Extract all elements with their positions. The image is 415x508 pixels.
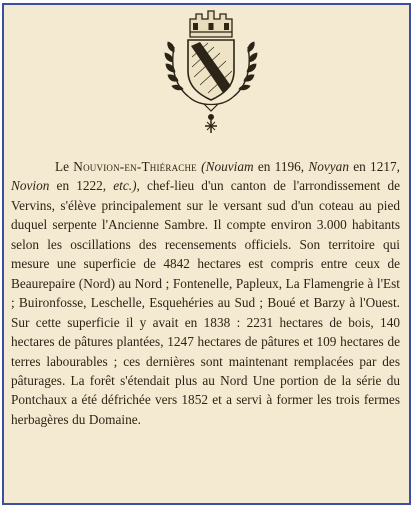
text-run: chef-lieu d'un canton de l'arrondissement de Vervins, s'élève principalement sur le versant sud d'un coteau au pied duquel serpente l'Ancienne Sambre. Il compte environ 3.000 habitants selon les oscillations des recensements officiels. Son territoire qui mesure une superficie de 4842 hectares est compris entre ceux de Beaurepaire (Nord) au Nord ; Fontenelle, Papleux, La Flamengrie à l'Est ; Buironfosse, Leschelle, Esquehéries au Sud ; Boué et Barzy à l'Ouest. Sur cette superficie il y avait en 1838 : 2231 hectares de bois, 140 hectares de pâtures plantées, 1247 hectares de pâtures et 109 hectares de terres labourables ; ces dernières sont maintenant remplacées par des pâturages. La forêt s'étendait plus au Nord Une portion de la série du Pontchaux a été défrichée vers 1852 et a servi à former les trois fermes herbagères du Domaine. [11,178,400,427]
text-run: Le [55,159,74,174]
page-frame [2,3,411,505]
italic-text: (Nouviam [201,159,254,174]
body-text [11,157,400,429]
italic-text: Novyan [308,159,349,174]
paragraph [11,157,400,429]
place-name: Nouvion-en-Thiérache [73,159,197,174]
italic-text: etc.), [113,178,140,194]
text-run: en 1222, [49,178,114,194]
text-run: en 1217, [348,159,400,174]
text-run: en 1196, [253,159,309,174]
italic-text: Novion [11,178,50,194]
coat-of-arms-icon [162,7,260,137]
